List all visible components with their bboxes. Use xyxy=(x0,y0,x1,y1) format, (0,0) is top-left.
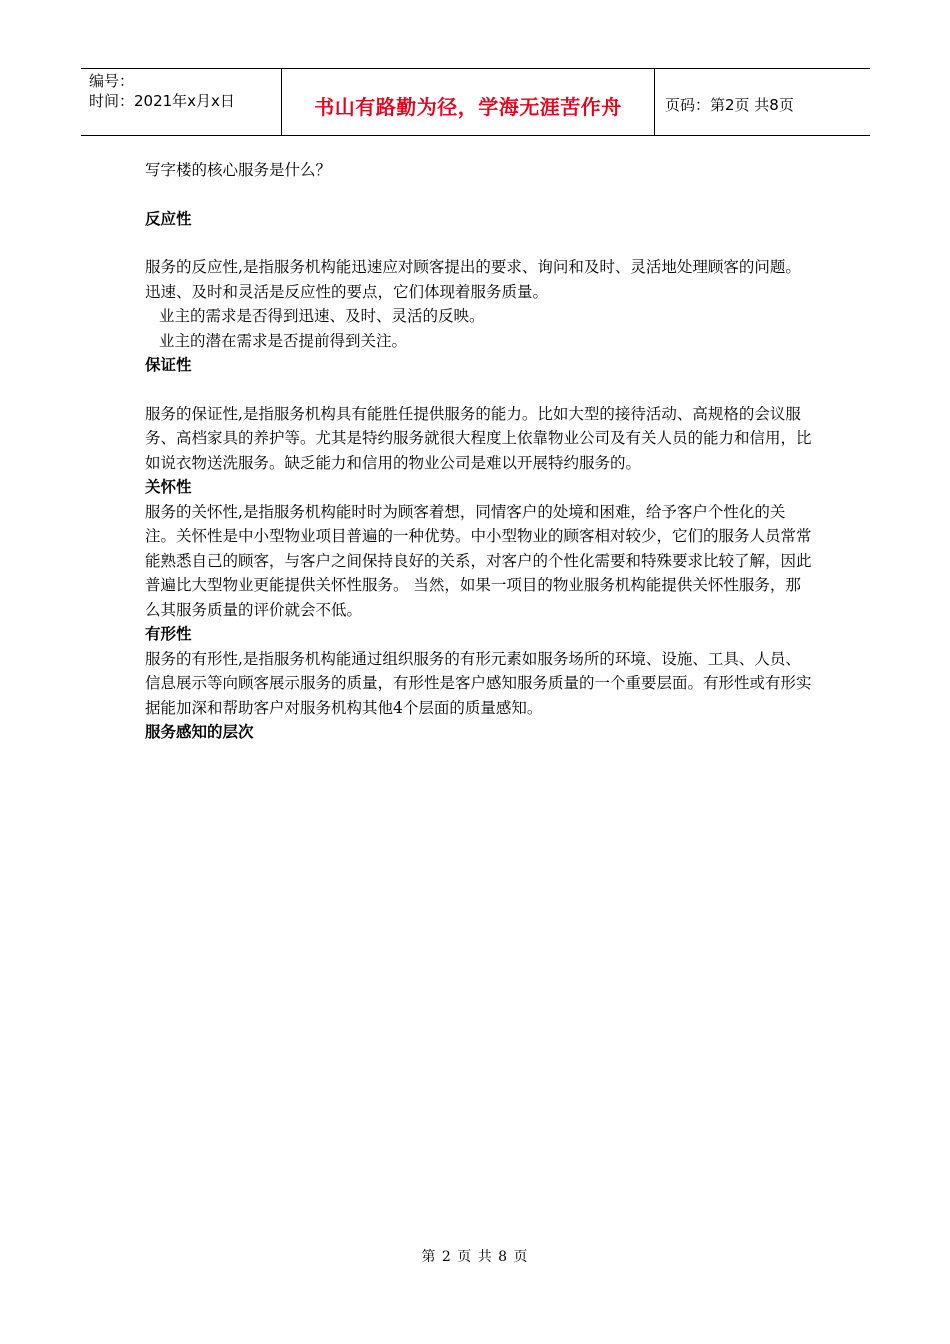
header-date-label: 时间：2021年x月x日 xyxy=(89,92,235,110)
document-header xyxy=(81,68,870,136)
section-heading-assurance: 保证性 xyxy=(145,356,192,374)
header-motto-cell xyxy=(281,69,655,135)
section-paragraph: 服务的反应性,是指服务机构能迅速应对顾客提出的要求、询问和及时、灵活地处理顾客的问题。迅速、及时和灵活是反应性的要点，它们体现着服务质量。 xyxy=(145,258,801,301)
section-heading-tangibility: 有形性 xyxy=(145,625,192,643)
document-body xyxy=(145,158,815,745)
section-heading-perception-levels: 服务感知的层次 xyxy=(145,723,254,741)
header-motto: 书山有路勤为径，学海无涯苦作舟 xyxy=(314,94,622,119)
section-paragraph: 服务的有形性,是指服务机构能通过组织服务的有形元素如服务场所的环境、设施、工具、人员、信息展示等向顾客展示服务的质量，有形性是客户感知服务质量的一个重要层面。有形性或有形实据能加深和帮助客户对服务机构其他4个层面的质量感知。 xyxy=(145,649,812,717)
section-heading-responsiveness: 反应性 xyxy=(145,209,192,228)
header-page-cell xyxy=(655,69,870,135)
question-text: 写字楼的核心服务是什么？ xyxy=(145,161,332,179)
page-footer: 第 2 页 共 8 页 xyxy=(421,1249,529,1265)
section-paragraph: 业主的潜在需求是否提前得到关注。 xyxy=(159,331,408,350)
header-meta-cell xyxy=(81,69,281,135)
section-heading-empathy: 关怀性 xyxy=(145,478,192,496)
section-paragraph: 服务的关怀性,是指服务机构能时时为顾客着想，同情客户的处境和困难，给予客户个性化的关注。关怀性是中小型物业项目普遍的一种优势。中小型物业的顾客相对较少，它们的服务人员常常能熟悉自己的顾客，与客户之间保持良好的关系，对客户的个性化需要和特殊要求比较了解，因此普遍比大型物业更能提供关怀性服务。 当然，如果一项目的物业服务机构能提供关怀性服务，那么其服务质量的评价就会不低。 xyxy=(145,502,812,619)
section-paragraph: 业主的需求是否得到迅速、及时、灵活的反映。 xyxy=(159,307,485,325)
header-number-label: 编号： xyxy=(89,72,135,90)
header-page-info: 页码：第2页 共8页 xyxy=(665,95,794,114)
section-paragraph: 服务的保证性,是指服务机构具有能胜任提供服务的能力。比如大型的接待活动、高规格的会议服务、高档家具的养护等。尤其是特约服务就很大程度上依靠物业公司及有关人员的能力和信用，比如说衣物送洗服务。缺乏能力和信用的物业公司是难以开展特约服务的。 xyxy=(145,404,812,472)
